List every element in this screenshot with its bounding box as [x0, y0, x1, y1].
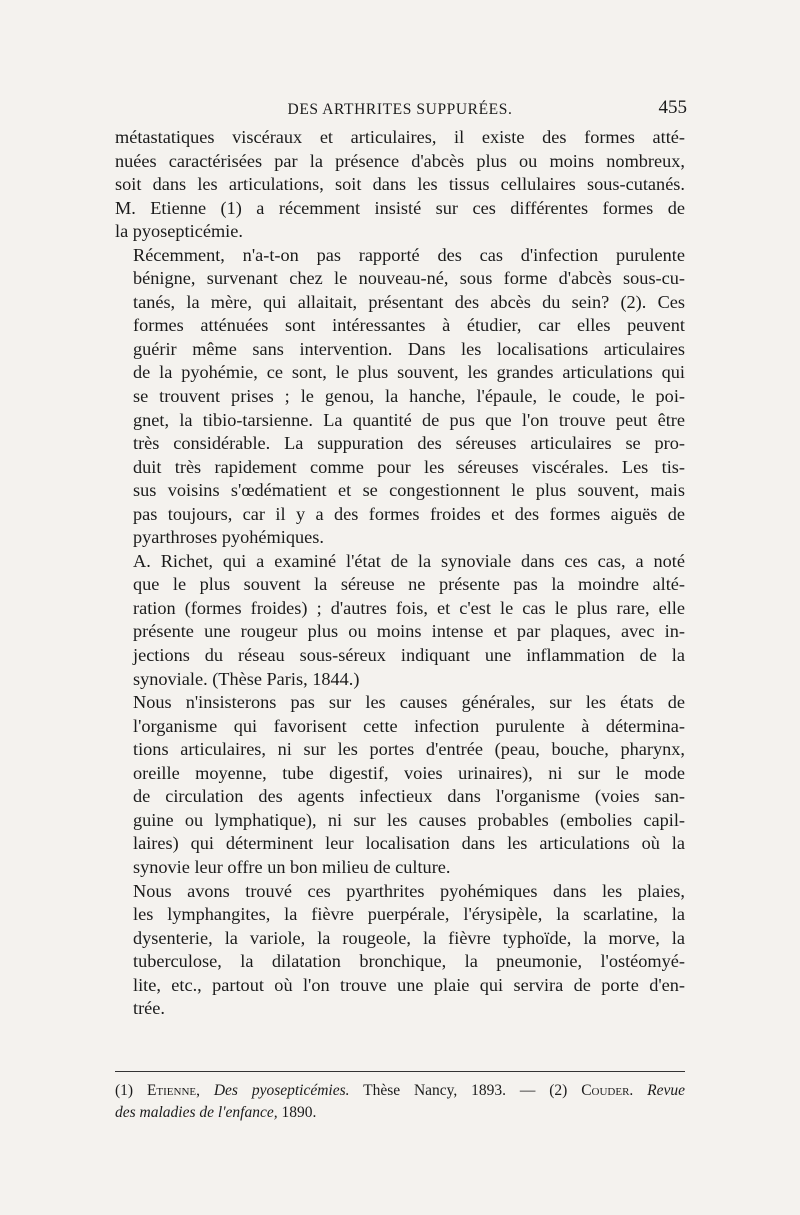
- footnote-2-title-end: des maladies de l'enfance,: [115, 1104, 278, 1121]
- page-number: 455: [658, 97, 687, 118]
- text-line: synoviale. (Thèse Paris, 1844.): [133, 668, 360, 689]
- body-text: [115, 126, 685, 1021]
- text-line: oreille moyenne, tube digestif, voies urinaires), ni sur le mode: [133, 762, 685, 783]
- text-line: guérir même sans intervention. Dans les localisations articulaires: [133, 338, 685, 359]
- footnote-1-marker: (1): [115, 1082, 134, 1099]
- text-line: duit très rapidement comme pour les séreuses viscérales. Les tis-: [133, 456, 685, 477]
- text-line: Récemment, n'a-t-on pas rapporté des cas d'infection purulente: [133, 244, 685, 265]
- footnotes: [115, 1080, 685, 1124]
- text-line: guine ou lymphatique), ni sur les causes probables (embolies capil-: [133, 809, 685, 830]
- text-line: M. Etienne (1) a récemment insisté sur ces différentes formes de: [115, 197, 685, 218]
- text-line: très considérable. La suppuration des séreuses articulaires se pro-: [133, 433, 685, 454]
- text-line: tanés, la mère, qui allaitait, présentant des abcès du sein? (2). Ces: [133, 291, 685, 312]
- text-line: présente une rougeur plus ou moins intense et par plaques, avec in-: [133, 621, 685, 642]
- paragraph: [115, 244, 685, 550]
- text-line: laires) qui déterminent leur localisation dans les articulations où la: [133, 833, 685, 854]
- text-line: sus voisins s'œdématient et se congestionnent le plus souvent, mais: [133, 480, 685, 501]
- text-line: lite, etc., partout où l'on trouve une plaie qui servira de porte d'en-: [133, 974, 685, 995]
- text-line: A. Richet, qui a examiné l'état de la synoviale dans ces cas, a noté: [133, 550, 685, 571]
- footnote-2-year: 1890.: [281, 1104, 317, 1121]
- footnote-rule: [115, 1071, 685, 1072]
- footnote-line-1: [115, 1080, 685, 1102]
- text-line: gnet, la tibio-tarsienne. La quantité de pus que l'on trouve peut être: [133, 409, 685, 430]
- text-line: soit dans les articulations, soit dans les tissus cellulaires sous-cutanés.: [115, 174, 685, 195]
- text-line: synovie leur offre un bon milieu de culture.: [133, 856, 451, 877]
- text-line: pyarthroses pyohémiques.: [133, 527, 324, 548]
- footnote-2-author: Couder.: [581, 1082, 634, 1099]
- text-line: se trouvent prises ; le genou, la hanche, l'épaule, le coude, le poi-: [133, 386, 685, 407]
- text-line: trée.: [133, 998, 165, 1019]
- footnote-line-2: [115, 1102, 685, 1124]
- text-line: Nous avons trouvé ces pyarthrites pyohémiques dans les plaies,: [133, 880, 685, 901]
- text-line: la pyosepticémie.: [115, 221, 243, 242]
- paragraph: [115, 126, 685, 244]
- text-line: nuées caractérisées par la présence d'abcès plus ou moins nombreux,: [115, 150, 685, 171]
- paragraph: [115, 691, 685, 879]
- text-line: les lymphangites, la fièvre puerpérale, l'érysipèle, la scarlatine, la: [133, 904, 685, 925]
- text-line: métastatiques viscéraux et articulaires, il existe des formes atté-: [115, 127, 685, 147]
- running-title: DES ARTHRITES SUPPURÉES.: [287, 101, 513, 118]
- footnote-1-author: Etienne,: [146, 1082, 200, 1099]
- text-line: que le plus souvent la séreuse ne présente pas la moindre alté-: [133, 574, 685, 595]
- text-line: Nous n'insisterons pas sur les causes générales, sur les états de: [133, 692, 685, 713]
- text-line: de la pyohémie, ce sont, le plus souvent, les grandes articulations qui: [133, 362, 685, 383]
- text-line: pas toujours, car il y a des formes froides et des formes aiguës de: [133, 503, 685, 524]
- text-line: ration (formes froides) ; d'autres fois, et c'est le cas le plus rare, elle: [133, 597, 685, 618]
- text-line: jections du réseau sous-séreux indiquant une inflammation de la: [133, 645, 685, 666]
- footnote-2-marker: (2): [549, 1082, 568, 1099]
- paragraph: [115, 880, 685, 1021]
- footnote-1-source: Thèse Nancy, 1893. —: [363, 1082, 536, 1099]
- text-line: tuberculose, la dilatation bronchique, la pneumonie, l'ostéomyé-: [133, 951, 685, 972]
- text-line: l'organisme qui favorisent cette infection purulente à détermina-: [133, 715, 685, 736]
- text-line: tions articulaires, ni sur les portes d'entrée (peau, bouche, pharynx,: [133, 739, 685, 760]
- footnote-2-title-start: Revue: [647, 1082, 686, 1099]
- text-line: de circulation des agents infectieux dans l'organisme (voies san-: [133, 786, 685, 807]
- running-header: [115, 97, 685, 121]
- text-line: formes atténuées sont intéressantes à étudier, car elles peuvent: [133, 315, 685, 336]
- text-line: dysenterie, la variole, la rougeole, la fièvre typhoïde, la morve, la: [133, 927, 685, 948]
- text-line: bénigne, survenant chez le nouveau-né, sous forme d'abcès sous-cu-: [133, 268, 685, 289]
- paragraph: [115, 550, 685, 691]
- footnote-1-title: Des pyosepticémies.: [213, 1082, 350, 1099]
